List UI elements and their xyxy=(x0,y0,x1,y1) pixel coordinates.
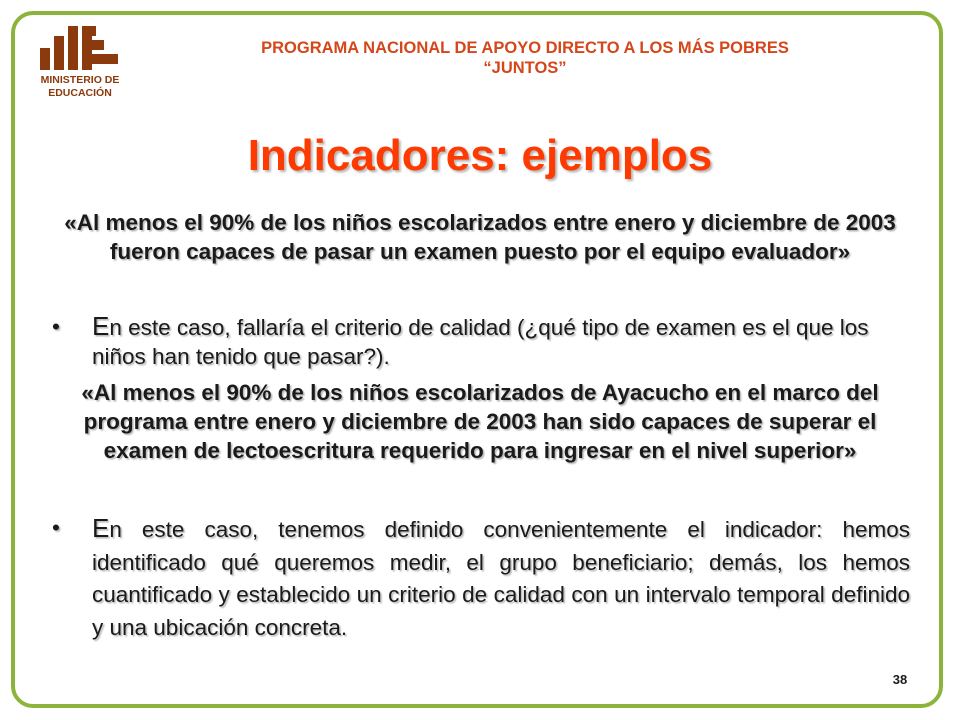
program-header-line2: “JUNTOS” xyxy=(483,59,567,77)
logo-text-line2: EDUCACIÓN xyxy=(48,87,112,99)
slide-title: Indicadores: ejemplos xyxy=(247,131,713,180)
bullet-text: n este caso, fallaría el criterio de calidad (¿qué tipo de examen es el que los niños han tenido que pasar?). xyxy=(92,315,869,369)
bullet-marker: • xyxy=(52,515,60,540)
program-header xyxy=(150,38,900,78)
bullet-first-letter: E xyxy=(92,311,110,341)
ministry-logo-icon xyxy=(34,22,126,72)
bullet-marker: • xyxy=(52,314,60,339)
logo-text-line1: MINISTERIO DE xyxy=(40,74,120,86)
program-header-line1: PROGRAMA NACIONAL DE APOYO DIRECTO A LOS MÁS POBRES xyxy=(261,39,789,57)
indicator-example-quote-2: «Al menos el 90% de los niños escolarizados de Ayacucho en el marco del programa entre enero y diciembre de 2003 han sido capaces de superar el examen de lectoescritura requerido para ingresar en el nivel superior» xyxy=(81,380,879,463)
page-number: 38 xyxy=(892,672,908,687)
bullet-text: n este caso, tenemos definido convenientemente el indicador: hemos identificado qué queremos medir, el grupo beneficiario; demás, los hemos cuantificado y establecido un criterio de calidad con un intervalo temporal definido y una ubicación concreta. xyxy=(92,517,910,640)
ministry-logo xyxy=(30,22,130,102)
indicator-example-quote-1: «Al menos el 90% de los niños escolarizados entre enero y diciembre de 2003 fueron capaces de pasar un examen puesto por el equipo evaluador» xyxy=(64,210,896,264)
bullet-point-1 xyxy=(52,311,892,371)
logo-text xyxy=(30,74,130,100)
bullet-point-2 xyxy=(52,512,910,644)
bullet-first-letter: E xyxy=(92,513,110,543)
